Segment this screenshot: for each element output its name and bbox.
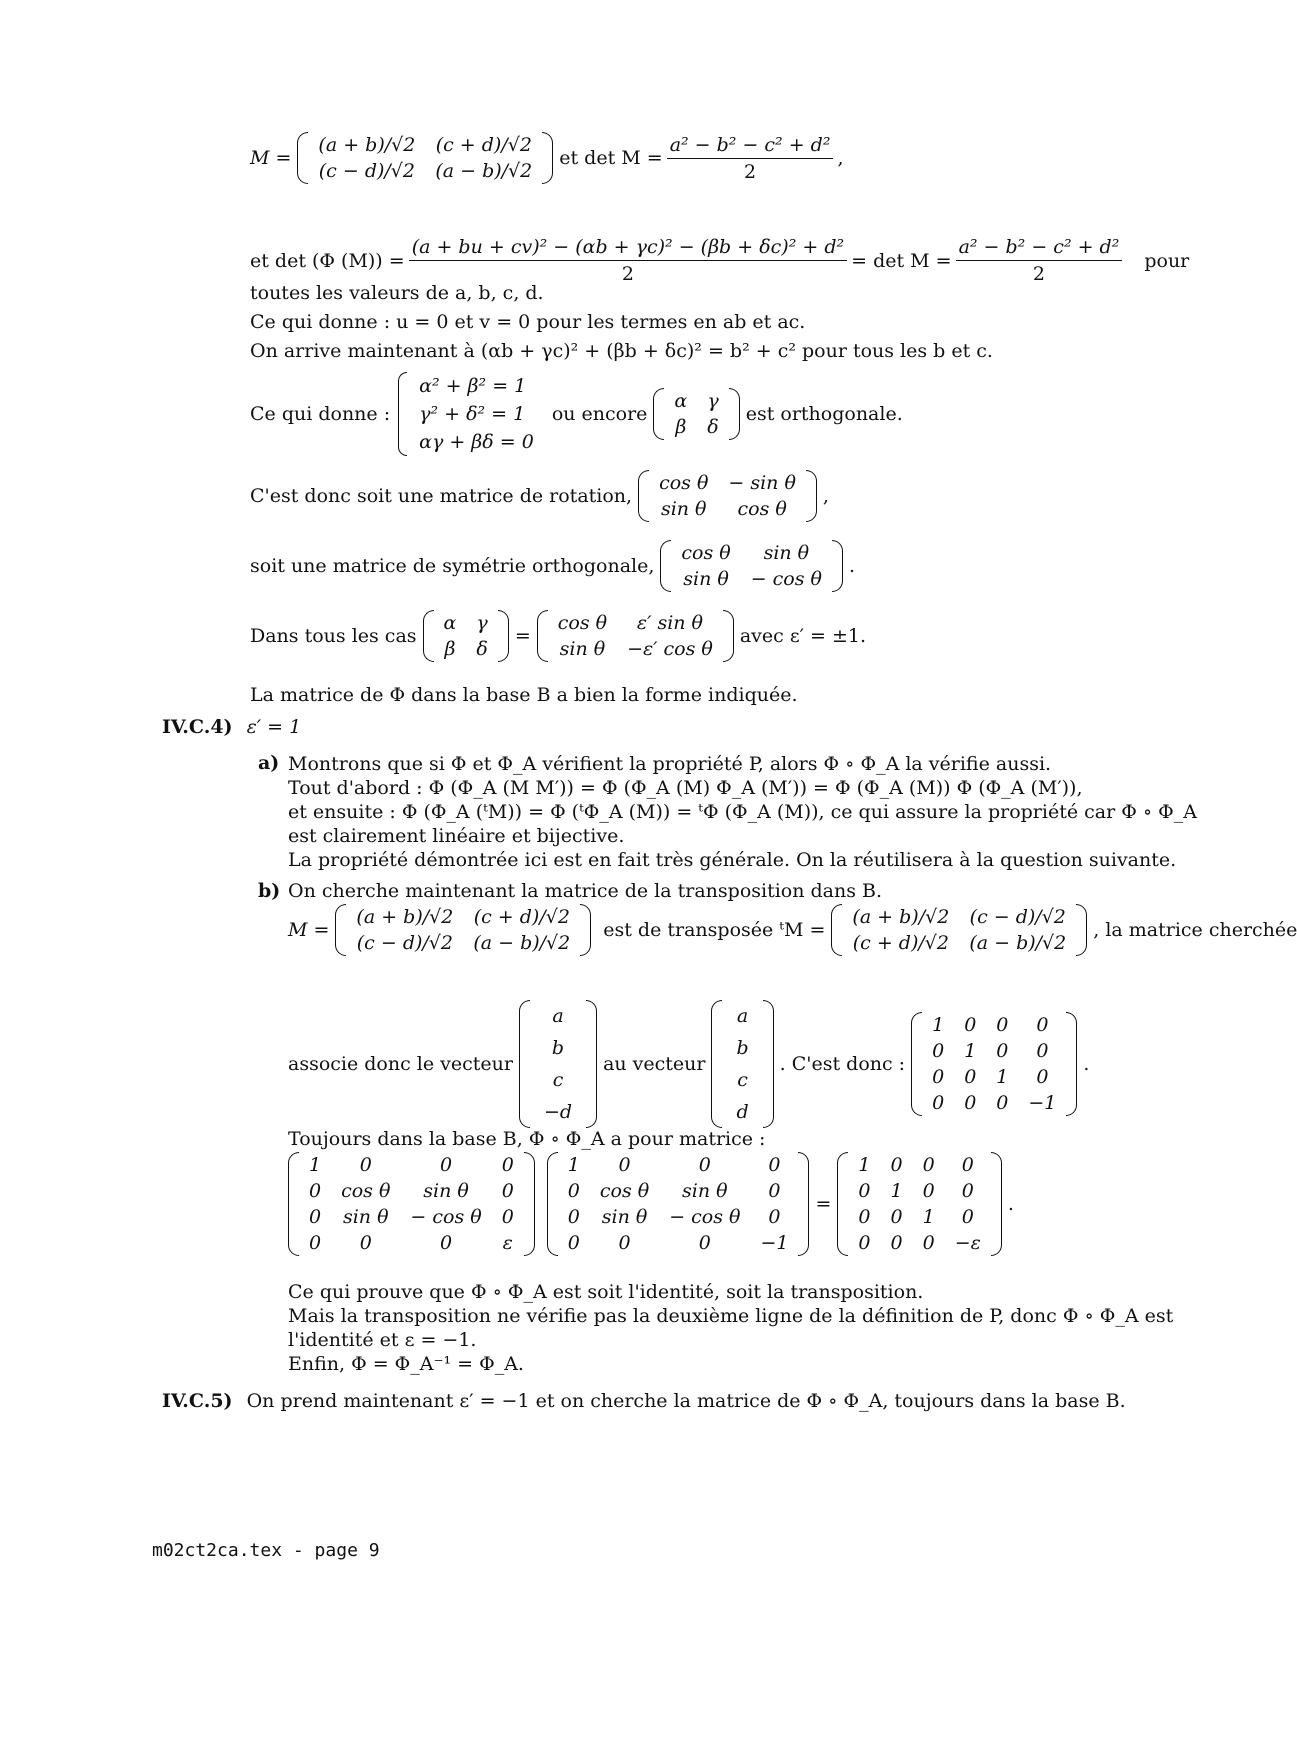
matrix-cell: 1 xyxy=(922,1206,935,1228)
vector-1 xyxy=(519,1000,597,1128)
matrix-cell: 0 xyxy=(858,1232,871,1254)
b-transp-post: , la matrice cherchée xyxy=(1093,919,1297,941)
part-a-text xyxy=(288,752,1197,872)
matrix-cell: 1 xyxy=(932,1014,945,1036)
matrix-cell: 1 xyxy=(996,1066,1009,1088)
matrix-cell: 0 xyxy=(567,1206,580,1228)
rotation-line: C'est donc soit une matrice de rotation, cos θ − sin θ sin θ cos θ , xyxy=(250,472,829,520)
det-numerator: a² − b² − c² + d² xyxy=(667,134,834,159)
matrix-cell: (a + b)/√2 xyxy=(852,906,950,928)
vector-cell: c xyxy=(737,1069,748,1091)
system-line xyxy=(250,372,903,456)
matrix-cell: (a + b)/√2 xyxy=(318,134,416,156)
equation-system xyxy=(398,372,534,456)
system-equation: α² + β² = 1 xyxy=(419,375,527,397)
section-text-iv-c-5: On prend maintenant ε′ = −1 et on cherche la matrice de Φ ∘ Φ_A, toujours dans la base B. xyxy=(246,1390,1126,1412)
text-line: Mais la transposition ne vérifie pas la deuxième ligne de la définition de P, donc Φ ∘ Φ_A est xyxy=(288,1305,1174,1327)
vector-cell: b xyxy=(551,1037,565,1059)
ortho-matrix xyxy=(653,388,739,440)
matrix-cell: − cos θ xyxy=(750,568,822,590)
det-phi-pre: et det (Φ (M)) = xyxy=(250,249,405,272)
matrix-cell: ε′ sin θ xyxy=(636,612,703,634)
part-b-label: b) xyxy=(258,880,281,902)
matrix-cell: 0 xyxy=(964,1066,977,1088)
matrix-cell: −ε xyxy=(954,1232,981,1254)
det-phi-denominator: 2 xyxy=(621,263,634,285)
matrix-cell: 0 xyxy=(922,1180,935,1202)
matrix-cell: 0 xyxy=(964,1092,977,1114)
matrix-cell: 0 xyxy=(440,1154,453,1176)
matrix-cell: 0 xyxy=(890,1232,903,1254)
rotation-pre: C'est donc soit une matrice de rotation, xyxy=(250,485,633,507)
matrix-cell: − cos θ xyxy=(410,1206,482,1228)
cases-line: Dans tous les cas α γ β δ = cos θ ε′ sin θ sin θ −ε′ cos θ avec ε′ = ±1. xyxy=(250,612,867,660)
matrix-cell: 0 xyxy=(309,1206,322,1228)
matrix-cell: 0 xyxy=(932,1092,945,1114)
matrix-cell: 0 xyxy=(501,1180,514,1202)
matrix-cell: β xyxy=(444,638,456,660)
transposition-line xyxy=(288,904,1297,956)
matrix-cell: γ xyxy=(707,390,719,412)
section-iv-c-5 xyxy=(162,1390,1126,1414)
matrix-cell: α xyxy=(674,390,688,412)
system-equation: γ² + δ² = 1 xyxy=(419,403,526,425)
matrix-cell: 0 xyxy=(567,1180,580,1202)
matrix-cell: (c − d)/√2 xyxy=(969,906,1066,928)
matrix-cell: 0 xyxy=(501,1206,514,1228)
line-u-v: Ce qui donne : u = 0 et v = 0 pour les termes en ab et ac. xyxy=(250,311,806,333)
matrix-cell: γ xyxy=(476,612,488,634)
matrix-cell: 1 xyxy=(858,1154,871,1176)
matrix-cell: 0 xyxy=(501,1154,514,1176)
det-m-denominator: 2 xyxy=(1032,263,1045,285)
matrix-cell: sin θ xyxy=(559,638,606,660)
matrix-cell: sin θ xyxy=(763,542,810,564)
matrix-cell: (a − b)/√2 xyxy=(473,932,571,954)
part-a-label: a) xyxy=(258,752,280,774)
text-line: et ensuite : Φ (Φ_A (ᵗM)) = Φ (ᵗΦ_A (M)) = ᵗΦ (Φ_A (M)), ce qui assure la propriété car Φ ∘ Φ_A xyxy=(288,801,1197,823)
matrix-cell: − sin θ xyxy=(728,472,796,494)
text-line: Montrons que si Φ et Φ_A vérifient la propriété P, alors Φ ∘ Φ_A la vérifie aussi. xyxy=(288,753,1052,775)
matrix-cell: (c + d)/√2 xyxy=(473,906,570,928)
matrix-cell: α xyxy=(443,612,457,634)
det-m-numerator: a² − b² − c² + d² xyxy=(956,236,1123,261)
product-matrix-1 xyxy=(288,1152,535,1256)
matrix-cell: 0 xyxy=(618,1154,631,1176)
matrix-cell: 1 xyxy=(309,1154,322,1176)
matrix-cell: 0 xyxy=(440,1232,453,1254)
matrix-cell: 0 xyxy=(996,1040,1009,1062)
matrix-cell: (a − b)/√2 xyxy=(435,160,533,182)
det-phi-post: pour xyxy=(1144,249,1190,272)
product-matrix-3 xyxy=(837,1152,1001,1256)
symmetry-matrix xyxy=(660,540,843,592)
matrix-cell: cos θ xyxy=(681,542,731,564)
assoc-mid: au vecteur xyxy=(603,1053,706,1075)
matrix-cell: 0 xyxy=(698,1232,711,1254)
matrix-cell: (a − b)/√2 xyxy=(969,932,1067,954)
det-m-fraction xyxy=(956,236,1123,285)
matrix-cell: 0 xyxy=(359,1232,372,1254)
matrix-cell: sin θ xyxy=(423,1180,469,1202)
cases-left-matrix xyxy=(423,610,509,662)
det-phi-mid: = det M = xyxy=(851,249,952,272)
matrix-cell: − cos θ xyxy=(669,1206,741,1228)
matrix-cell: 0 xyxy=(698,1154,711,1176)
text-line: l'identité et ε = −1. xyxy=(288,1329,477,1351)
matrix-m xyxy=(297,132,553,184)
matrix-cell: 0 xyxy=(618,1232,631,1254)
matrix-cell: 0 xyxy=(996,1092,1009,1114)
matrix-cell: (a + b)/√2 xyxy=(356,906,454,928)
matrix-cell: 0 xyxy=(922,1232,935,1254)
toujours-line: Toujours dans la base B, Φ ∘ Φ_A a pour matrice : xyxy=(288,1128,766,1150)
vector-2 xyxy=(711,1000,773,1128)
cases-pre: Dans tous les cas xyxy=(250,625,417,647)
matrix-cell: 0 xyxy=(768,1154,781,1176)
matrix-cell: cos θ xyxy=(599,1180,650,1202)
det-phi-fraction xyxy=(409,236,847,285)
matrix-cell: (c + d)/√2 xyxy=(435,134,532,156)
matrix-cell: 0 xyxy=(768,1180,781,1202)
vector-cell: a xyxy=(736,1005,749,1027)
cases-post: avec ε′ = ±1. xyxy=(739,625,867,647)
vector-cell: −d xyxy=(543,1101,573,1123)
matrix-cell: 0 xyxy=(961,1180,974,1202)
b-transp-text: est de transposée ᵗM = xyxy=(603,919,826,941)
rotation-matrix xyxy=(638,470,817,522)
vector-cell: b xyxy=(736,1037,749,1059)
part-b-line1: On cherche maintenant la matrice de la transposition dans B. xyxy=(288,880,883,902)
det-phi-line xyxy=(250,236,1189,285)
matrix-m-definition: M = (a + b)/√2 (c + d)/√2 (c − d)/√2 (a − b)/√2 et det M = $\frac{\text{a² − b² − c² + d²}}{2}$ , xyxy=(250,133,844,183)
matrix-cell: 0 xyxy=(932,1040,945,1062)
matrix-cell: 0 xyxy=(858,1180,871,1202)
matrix-cell: cos θ xyxy=(737,498,787,520)
matrix-cell: 0 xyxy=(309,1180,322,1202)
det-text: et det M = xyxy=(559,147,663,169)
matrix-cell: 0 xyxy=(1036,1066,1049,1088)
part-b-end-text xyxy=(288,1280,1173,1376)
det-fraction xyxy=(667,134,834,183)
b-matrix-tm xyxy=(831,904,1087,956)
matrix-cell: 0 xyxy=(858,1206,871,1228)
vector-cell: c xyxy=(552,1069,564,1091)
line-arrive: On arrive maintenant à (αb + γc)² + (βb + δc)² = b² + c² pour tous les b et c. xyxy=(250,340,993,362)
matrix-cell: 0 xyxy=(1036,1014,1049,1036)
matrix-cell: ε xyxy=(502,1232,513,1254)
matrix-cell: 0 xyxy=(1036,1040,1049,1062)
vector-cell: a xyxy=(552,1005,564,1027)
b-matrix-m xyxy=(335,904,591,956)
section-label-iv-c-4: IV.C.4) xyxy=(162,716,233,738)
assoc-post: . C'est donc : xyxy=(779,1053,906,1075)
matrix-cell: (c + d)/√2 xyxy=(852,932,949,954)
symmetry-pre: soit une matrice de symétrie orthogonale, xyxy=(250,555,655,577)
text-line: est clairement linéaire et bijective. xyxy=(288,825,625,847)
matrix-cell: 0 xyxy=(359,1154,372,1176)
matrix-cell: 0 xyxy=(961,1154,974,1176)
text-line: Ce qui prouve que Φ ∘ Φ_A est soit l'identité, soit la transposition. xyxy=(288,1281,924,1303)
matrix-cell: sin θ xyxy=(601,1206,648,1228)
symmetry-line: soit une matrice de symétrie orthogonale, cos θ sin θ sin θ − cos θ . xyxy=(250,542,856,590)
matrix-cell: δ xyxy=(707,416,719,438)
section-label-iv-c-5: IV.C.5) xyxy=(162,1390,233,1412)
section-iv-c-4 xyxy=(162,716,301,740)
matrix-cell: −1 xyxy=(1028,1092,1057,1114)
matrix-cell: β xyxy=(675,416,687,438)
line-values: toutes les valeurs de a, b, c, d. xyxy=(250,282,544,304)
matrix-cell: (c − d)/√2 xyxy=(318,160,415,182)
product-line: 1 0 0 0 0 cos θ sin θ 0 0 sin θ − cos θ 0 0 0 0 ε 1 0 0 0 0 cos θ sin θ 0 0 sin θ − cos θ 0 0 0 0 −1 = 1 0 0 0 0 1 0 0 0 0 1 0 0 0 0 −ε . xyxy=(288,1152,1014,1256)
matrix-cell: 0 xyxy=(768,1206,781,1228)
text-line: La propriété démontrée ici est en fait très générale. On la réutilisera à la question suivante. xyxy=(288,849,1177,871)
cases-right-matrix xyxy=(537,610,734,662)
matrix-cell: (c − d)/√2 xyxy=(356,932,453,954)
system-pre: Ce qui donne : xyxy=(250,403,391,425)
matrix-cell: sin θ xyxy=(342,1206,389,1228)
matrix-cell: 0 xyxy=(964,1014,977,1036)
matrix-cell: 0 xyxy=(890,1154,903,1176)
matrix-cell: cos θ xyxy=(557,612,608,634)
matrix-cell: 0 xyxy=(567,1232,580,1254)
text-line: Enfin, Φ = Φ_A⁻¹ = Φ_A. xyxy=(288,1353,524,1375)
matrix-cell: δ xyxy=(476,638,488,660)
m-label: M = xyxy=(250,147,292,169)
matrix-cell: −ε′ cos θ xyxy=(627,638,713,660)
matrix-cell: 1 xyxy=(890,1180,903,1202)
matrix-cell: 0 xyxy=(309,1232,322,1254)
matrix-cell: 1 xyxy=(964,1040,977,1062)
matrix-cell: 0 xyxy=(932,1066,945,1088)
matrix-cell: sin θ xyxy=(660,498,707,520)
matrix-cell: −1 xyxy=(760,1232,789,1254)
det-phi-numerator: (a + bu + cv)² − (αb + γc)² − (βb + δc)² + d² xyxy=(409,236,847,261)
matrix-cell: sin θ xyxy=(682,1180,728,1202)
assoc-pre: associe donc le vecteur xyxy=(288,1053,513,1075)
matrix-cell: 1 xyxy=(567,1154,580,1176)
matrix-cell: cos θ xyxy=(341,1180,391,1202)
matrix-cell: 0 xyxy=(890,1206,903,1228)
conclusion-line: La matrice de Φ dans la base B a bien la forme indiquée. xyxy=(250,684,798,706)
det-denominator: 2 xyxy=(744,160,757,183)
matrix-cell: sin θ xyxy=(683,568,729,590)
matrix-cell: 0 xyxy=(922,1154,935,1176)
system-mid: ou encore xyxy=(551,403,648,425)
matrix-cell: 0 xyxy=(961,1206,974,1228)
vector-cell: d xyxy=(736,1101,749,1123)
system-post: est orthogonale. xyxy=(745,403,903,425)
page-footer: m02ct2ca.tex - page 9 xyxy=(152,1540,380,1561)
section-title-iv-c-4: ε′ = 1 xyxy=(246,716,302,738)
matrix-cell: cos θ xyxy=(659,472,709,494)
product-matrix-2 xyxy=(547,1152,810,1256)
text-line: Tout d'abord : Φ (Φ_A (M M′)) = Φ (Φ_A (M) Φ_A (M′)) = Φ (Φ_A (M)) Φ (Φ_A (M′)), xyxy=(288,777,1083,799)
b-m-label: M = xyxy=(288,919,330,941)
matrix-cell: 0 xyxy=(996,1014,1009,1036)
vector-line: associe donc le vecteur a b c −d au vecteur a b c d . C'est donc : 1 0 0 0 0 1 0 0 0 0 1 0 0 0 0 −1 . xyxy=(288,1000,1089,1128)
system-equation: αγ + βδ = 0 xyxy=(419,431,534,453)
transposition-matrix xyxy=(911,1012,1077,1116)
